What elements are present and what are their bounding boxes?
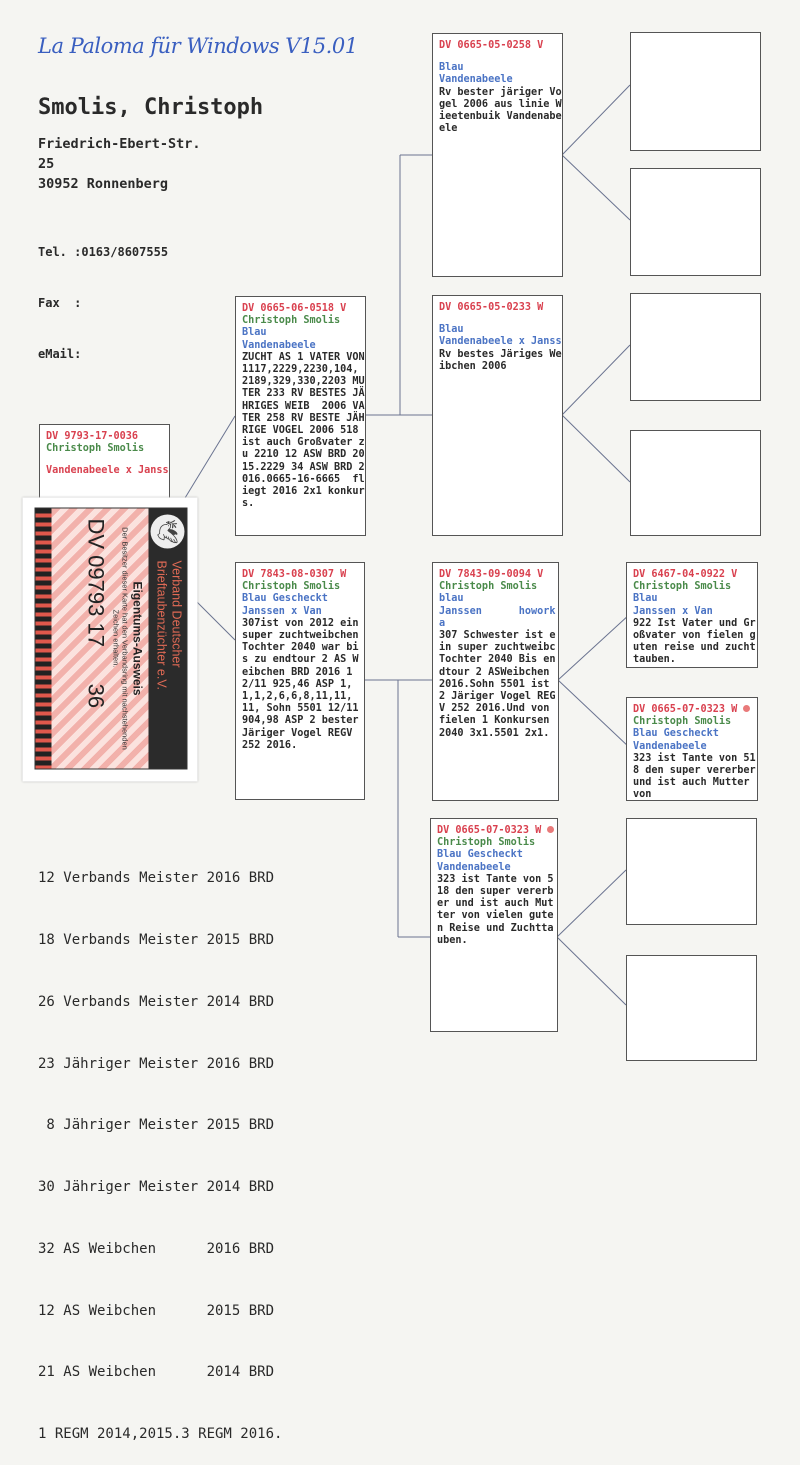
color: Blau Gescheckt — [633, 728, 719, 740]
notes: ZUCHT AS 1 VATER VON 1117,2229,2230,104, 2189,329,330,2203 MUTER 233 RV BESTES JÄHRIGES WEIB 2006 VATER 258 RV BESTE JÄHRIGE VOGEL 2006 518 ist auch Großvater zu 2210 12 ASW BRD 2015.2229 34 ASW BRD 2016.0665-16-6665 fliegt 2016 2x1 konkurs. — [242, 351, 371, 510]
color: Blau — [439, 324, 464, 336]
strain: Janssen x Van — [633, 605, 713, 617]
app-title: La Paloma für Windows V15.01 — [38, 34, 358, 58]
ring-number: DV 0665-05-0258 V — [439, 40, 544, 51]
strain: Janssen x Van — [242, 605, 322, 617]
breeder: Christoph Smolis — [633, 581, 732, 593]
achievement: 32 AS Weibchen 2016 BRD — [38, 1240, 275, 1257]
ring-number: DV 0665-07-0323 W — [437, 825, 542, 836]
city: 30952 Ronnenberg — [38, 176, 169, 192]
breeder: Christoph Smolis — [242, 315, 341, 327]
ownership-card — [23, 498, 198, 782]
pedigree-box-empty — [630, 430, 761, 536]
pedigree-box-dam — [235, 562, 365, 800]
email: eMail: — [38, 347, 82, 361]
achievement: 8 Jähriger Meister 2015 BRD — [38, 1117, 275, 1134]
ring-number: DV 9793-17-0036 — [46, 431, 139, 442]
achievement: 26 Verbands Meister 2014 BRD — [38, 993, 275, 1010]
ring-number: DV 0665-07-0323 W — [633, 704, 738, 715]
strain: Vandenabeele x Janss — [439, 336, 562, 348]
achievement: 21 AS Weibchen 2014 BRD — [38, 1364, 275, 1381]
card-pattern-stripe — [36, 509, 52, 769]
pedigree-box-sire-dam — [432, 295, 563, 536]
ring-number: DV 7843-08-0307 W — [242, 569, 347, 580]
color: Blau Gescheckt — [437, 849, 523, 861]
card-header-band — [149, 509, 187, 769]
breeder: Christoph Smolis — [633, 716, 732, 728]
color: Blau — [242, 327, 267, 339]
notes: 323 ist Tante von 518 den super vererber und ist auch Mutter von vielen guten Reise und Zuchttauben. — [437, 873, 554, 946]
ring-number: DV 7843-09-0094 V — [439, 569, 544, 580]
color: Blau — [439, 62, 464, 74]
achievement: 1 REGM 2014,2015.3 REGM 2016. — [38, 1426, 283, 1443]
ring-number: DV 0665-06-0518 V — [242, 303, 347, 314]
achievement: 12 AS Weibchen 2015 BRD — [38, 1302, 275, 1319]
strain: Vandenabeele x Janss — [46, 465, 169, 477]
notes: 307 Schwester ist ein super zuchtweibc Tochter 2040 Bis endtour 2 ASWeibchen 2016.Sohn 5501 ist 2 Järiger Vogel REGV 252 2016.Und von fielen 1 Konkursen 2040 3x1.5501 2x1. — [439, 630, 562, 739]
owner-address — [38, 134, 201, 194]
achievement: 30 Jähriger Meister 2014 BRD — [38, 1179, 275, 1196]
pedigree-box-sire — [235, 296, 371, 536]
marker-dot-icon — [743, 705, 750, 712]
card-ring-number: DV 09793 17 36 — [83, 518, 109, 709]
achievements-list — [38, 827, 282, 1465]
breeder: Christoph Smolis — [46, 443, 145, 455]
pigeon-logo-icon: 🕊 — [151, 515, 185, 549]
notes: Rv bestes Järiges Weibchen 2006 — [439, 348, 562, 372]
owner-contact — [38, 210, 168, 380]
achievement: 23 Jähriger Meister 2016 BRD — [38, 1055, 275, 1072]
breeder: Christoph Smolis — [242, 581, 341, 593]
house-number: 25 — [38, 156, 55, 172]
pedigree-box-dam-sire-dam — [626, 697, 762, 801]
strain: Janssen howorka — [439, 605, 556, 629]
tel: Tel. :0163/8607555 — [38, 245, 169, 259]
owner-name: Smolis, Christoph — [38, 95, 264, 120]
strain: Vandenabeele — [439, 74, 513, 86]
pedigree-box-dam-sire-sire — [626, 562, 758, 668]
breeder: Christoph Smolis — [439, 581, 538, 593]
notes: 323 ist Tante von 518 den super vererber und ist auch Mutter von — [633, 752, 762, 801]
notes: Rv bester järiger Vogel 2006 aus linie Wieetenbuik Vandenabeele — [439, 86, 562, 135]
pedigree-box-dam-sire — [432, 562, 562, 801]
color: blau — [439, 593, 464, 605]
ring-number: DV 0665-05-0233 W — [439, 302, 544, 313]
street: Friedrich-Ebert-Str. — [38, 136, 201, 152]
pedigree-box-empty — [630, 32, 761, 151]
card-text: Der Besitzer dieser Karte hat den Verbandsring mit nachstehenden Zeichen erhalten. — [111, 527, 130, 750]
color: Blau — [633, 593, 658, 605]
notes: 922 Ist Vater und Großvater von fielen guten reise und zuchttauben. — [633, 617, 756, 666]
pedigree-box-empty — [626, 955, 757, 1061]
pedigree-box-empty — [630, 293, 761, 401]
pedigree-box-empty — [626, 818, 757, 925]
strain: Vandenabeele — [242, 339, 316, 351]
breeder: Christoph Smolis — [437, 837, 536, 849]
color: Blau Gescheckt — [242, 593, 328, 605]
achievement: 12 Verbands Meister 2016 BRD — [38, 870, 275, 887]
card-organization: Verband Deutscher Brieftaubenzüchter e.V. — [154, 560, 184, 690]
pedigree-box-sire-sire — [432, 33, 563, 277]
strain: Vandenabeele — [437, 861, 511, 873]
card-title: Eigentums-Ausweis — [130, 581, 145, 696]
notes: 307ist von 2012 ein super zuchtweibchen Tochter 2040 war bis zu endtour 2 AS Weibchen BRD 2016 12/11 925,46 ASP 1,1,1,2,6,6,8,11,11, 11, Sohn 5501 12/11 904,98 ASP 2 bester Järiger Vogel REGV 252 2016. — [242, 617, 365, 751]
pedigree-box-empty — [630, 168, 761, 276]
achievement: 18 Verbands Meister 2015 BRD — [38, 931, 275, 948]
fax: Fax : — [38, 296, 82, 310]
marker-dot-icon — [547, 826, 554, 833]
pedigree-box-dam-dam — [430, 818, 558, 1032]
strain: Vandenabeele — [633, 740, 707, 752]
ring-number: DV 6467-04-0922 V — [633, 569, 738, 580]
